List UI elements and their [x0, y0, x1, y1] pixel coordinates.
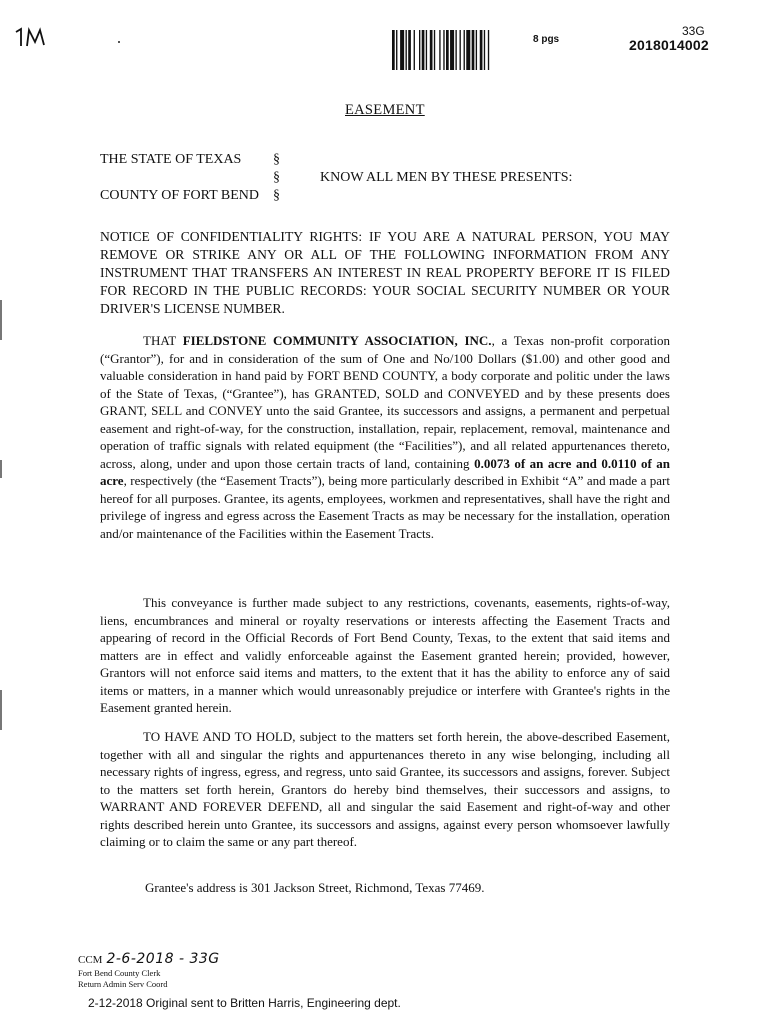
- barcode-bar: [419, 30, 420, 70]
- section-symbol: §: [273, 170, 280, 185]
- ccm-label: CCM: [78, 954, 103, 966]
- scan-speck: [118, 41, 120, 43]
- barcode-bar: [464, 30, 465, 70]
- clerk-stamp: [78, 951, 220, 967]
- document-title: EASEMENT: [345, 102, 425, 118]
- scan-edge-mark: [0, 690, 2, 730]
- document-number: 2018014002: [629, 37, 709, 53]
- footer-note: 2-12-2018 Original sent to Britten Harris, Engineering dept.: [88, 996, 401, 1010]
- ccm-handwritten-date: 2-6-2018 - 33G: [106, 951, 220, 967]
- barcode-bar: [396, 30, 397, 70]
- barcode: [392, 30, 524, 70]
- grant-text-2: , respectively (the “Easement Tracts”), being more particularly described in Exhibit “A” and made a part hereof for all purposes. Grantee, its agents, employees, workmen and representatives, shall have the right and privilege of ingress and egress across the Easement Tracts as may be necessary for the installation, operation and/or maintenance of the Facilities within the Easement Tracts.: [100, 473, 670, 541]
- barcode-bar: [408, 30, 411, 70]
- grant-paragraph: [100, 332, 670, 542]
- page-count: 8 pgs: [533, 34, 560, 45]
- know-all-men: KNOW ALL MEN BY THESE PRESENTS:: [320, 170, 573, 185]
- conveyance-text: This conveyance is further made subject to any restrictions, covenants, easements, rights-of-way, liens, encumbrances and mineral or royalty reservations or interests affecting the Easement Tracts and appearing of record in the Official Records of Fort Bend County, Texas, to the extent that said items and matters are in effect and validly enforceable against the Easement granted herein; provided, however, Grantors will not enforce said items and matters, to the extent that it has the ability to enforce any of said items or matters, in a manner which would unreasonably prejudice or interfere with Grantee's rights in the Easement granted herein.: [100, 595, 670, 715]
- habendum-paragraph: [100, 728, 670, 851]
- barcode-bar: [422, 30, 425, 70]
- barcode-bar: [480, 30, 483, 70]
- barcode-bar: [406, 30, 407, 70]
- conveyance-paragraph: [100, 594, 670, 717]
- handwritten-1m-mark: [14, 26, 48, 48]
- doc-code: 33G: [682, 24, 705, 38]
- barcode-bar: [430, 30, 433, 70]
- barcode-bar: [460, 30, 461, 70]
- barcode-graphic: [392, 30, 524, 70]
- barcode-bar: [392, 30, 395, 70]
- stamp-return-line: Return Admin Serv Coord: [78, 979, 168, 989]
- handwritten-mark: [14, 26, 48, 48]
- grant-lead: THAT: [143, 333, 183, 348]
- barcode-bar: [439, 30, 440, 70]
- county-caption: COUNTY OF FORT BEND: [100, 188, 260, 203]
- grant-text-1: , a Texas non-profit corporation (“Grantor”), for and in consideration of the sum of One and No/100 Dollars ($1.00) and other good and valuable consideration in hand paid by FORT BEND COUNTY, a body corporate and politic under the laws of the State of Texas, (“Grantee”), has GRANTED, SOLD and CONVEYED and by these presents does GRANT, SELL and CONVEY unto the said Grantee, its successors and assigns, a permanent and perpetual easement and right-of-way, for the construction, installation, repair, replacement, removal, maintenance and operation of traffic signals with related equipment (the “Facilities”), and all related appurtenances thereto, across, along, under and upon those certain tracts of land, containing: [100, 333, 670, 471]
- scan-edge-mark: [0, 300, 2, 340]
- state-caption: THE STATE OF TEXAS: [100, 152, 242, 167]
- barcode-bar: [476, 30, 477, 70]
- barcode-bar: [414, 30, 415, 70]
- section-symbol: §: [273, 152, 280, 167]
- barcode-bar: [466, 30, 470, 70]
- section-symbol: §: [273, 188, 280, 203]
- barcode-bar: [426, 30, 427, 70]
- barcode-bar: [434, 30, 435, 70]
- confidentiality-notice: NOTICE OF CONFIDENTIALITY RIGHTS: IF YOU ARE A NATURAL PERSON, YOU MAY REMOVE OR STRIKE ANY OR ALL OF THE FOLLOWING INFORMATION FROM ANY INSTRUMENT THAT TRANSFERS AN INTEREST IN REAL PROPERTY BEFORE IT IS FILED FOR RECORD IN THE PUBLIC RECORDS: YOUR SOCIAL SECURITY NUMBER OR YOUR DRIVER'S LICENSE NUMBER.: [100, 229, 670, 316]
- barcode-bar: [443, 30, 444, 70]
- barcode-bar: [450, 30, 454, 70]
- barcode-bar: [400, 30, 404, 70]
- scan-edge-mark: [0, 460, 2, 478]
- barcode-bar: [484, 30, 485, 70]
- barcode-bar: [455, 30, 456, 70]
- habendum-text: TO HAVE AND TO HOLD, subject to the matters set forth herein, the above-described Easement, together with all and singular the rights and appurtenances thereto in any wise belonging, including all necessary rights of ingress, egress, and regress, unto said Grantee, its successors and assigns, forever. Subject to the matters set forth herein, Grantors do hereby bind themselves, their successors and assigns, to WARRANT AND FOREVER DEFEND, all and singular the said Easement and right-of-way and other rights described herein unto Grantee, its successors and assigns, against every person whomsoever lawfully claiming or to claim the same or any part thereof.: [100, 729, 670, 849]
- barcode-bar: [472, 30, 475, 70]
- easement-acreage: 0.0073 of an acre and 0.0110 of an acre: [100, 455, 671, 488]
- barcode-bar: [488, 30, 489, 70]
- barcode-bar: [446, 30, 449, 70]
- stamp-clerk-line: Fort Bend County Clerk: [78, 968, 161, 978]
- grantor-name: FIELDSTONE COMMUNITY ASSOCIATION, INC.: [182, 333, 492, 348]
- grantee-address: Grantee's address is 301 Jackson Street, Richmond, Texas 77469.: [145, 880, 485, 895]
